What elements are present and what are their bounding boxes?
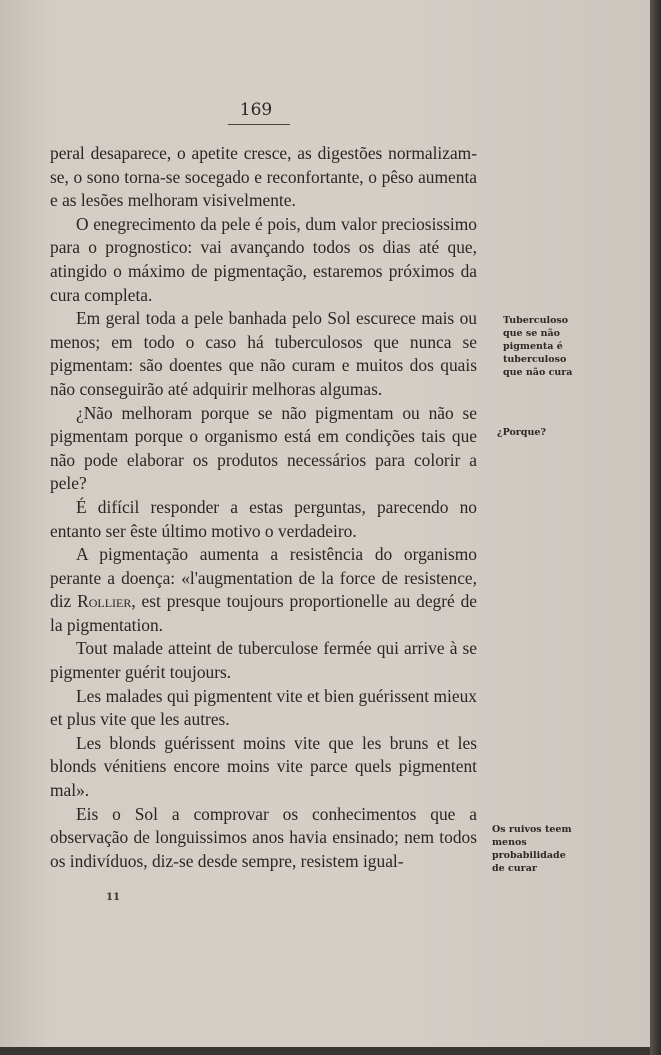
paragraph-8: Les malades qui pigmentent vite et bien guérissent mieux et plus vite que les autres. (50, 685, 477, 730)
paragraph-4: ¿Não melhoram porque se não pigmentam ou não se pigmentam porque o organismo está em condições tais que não pode elaborar os produtos necessários para colorir a pele? (50, 402, 477, 494)
body-text (50, 142, 477, 873)
header-rule (228, 124, 290, 125)
signature-mark: 11 (106, 892, 120, 903)
paragraph-2: O enegrecimento da pele é pois, dum valor preciosissimo para o prognostico: vai avançando todos os dias até que, atingido o máximo de pigmentação, estaremos próximos da cura completa. (50, 213, 477, 305)
book-edge (650, 0, 661, 1055)
author-name: Rollier (77, 591, 132, 612)
paragraph-1: peral desaparece, o apetite cresce, as digestões normalizam-se, o sono torna-se socegado e reconfortante, o pêso aumenta e as lesões melhoram visivelmente. (50, 143, 477, 211)
quote-rest: , est presque toujours proportionelle au degré de la pigmentation. (50, 591, 477, 635)
paragraph-9: Les blonds guérissent moins vite que les bruns et les blonds vénitiens encore moins vite parce quels pigmentent mal». (50, 732, 477, 801)
paragraph-10: Eis o Sol a comprovar os conhecimentos que a observação de longuissimos anos havia ensinado; nem todos os indivíduos, diz-se desde sempre, resistem igual- (50, 803, 477, 871)
paragraph-7: Tout malade atteint de tuberculose fermée qui arrive à se pigmenter guérit toujours. (50, 638, 477, 683)
paragraph-3: Em geral toda a pele banhada pelo Sol escurece mais ou menos; em todo o caso há tuberculosos que nunca se pigmentam: são doentes que não curam e muitos dos quais não conseguirão até adquirir melhoras algumas. (50, 308, 477, 399)
margin-note-porque: ¿Porque? (497, 427, 546, 438)
quote-intro: A pigmentação aumenta a resistência do organismo perante a doença: «l'augmentation de la force de resistence, diz (50, 544, 477, 612)
margin-note-ruivos: Os ruivos teem menos probabilidade de curar (492, 824, 572, 874)
page-number: 169 (239, 100, 273, 120)
paragraph-5: É difícil responder a estas perguntas, parecendo no entanto ser êste último motivo o verdadeiro. (50, 496, 477, 541)
paragraph-6 (50, 543, 477, 637)
margin-note-tuberculoso: Tuberculoso que se não pigmenta é tuberculoso que não cura (503, 315, 573, 378)
